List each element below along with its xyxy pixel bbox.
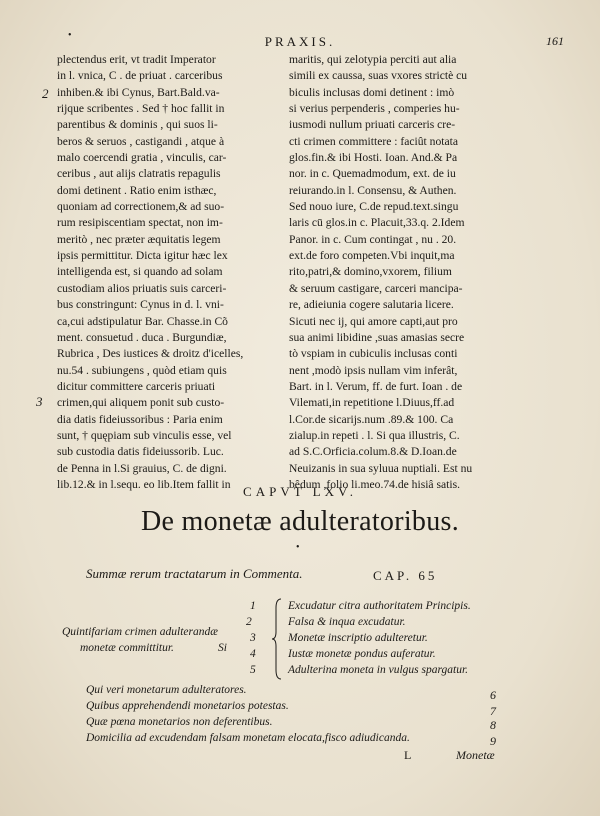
text-line: & seruum castigare, carceri mancipa- <box>289 281 463 295</box>
text-line: nor. in c. Quemadmodum, ext. de iu <box>289 167 456 181</box>
brace-icon <box>272 598 282 680</box>
index-number: 6 <box>490 688 496 702</box>
text-line: Panor. in c. Cum contingat , nu . 20. <box>289 232 457 246</box>
index-entry: Domicilia ad excudendam falsam monetam elocata,fisco adiudicanda. <box>86 732 410 744</box>
summary-item: Iustæ monetæ pondus auferatur. <box>288 648 436 660</box>
text-line: de Penna in l.Si grauius, C. de digni. <box>57 461 227 475</box>
text-line: intelligenda est, si quando ad solam <box>57 265 223 279</box>
index-entry: Qui veri monetarum adulteratores. <box>86 684 247 696</box>
text-line: iusmodi nullum priuati carceris cre- <box>289 118 456 132</box>
summary-lead-line: Si <box>218 642 227 654</box>
text-line: in l. vnica, C . de priuat . carceribus <box>57 69 223 83</box>
text-line: malo coercendi gratia , vinculis, car- <box>57 151 227 165</box>
index-entry: Quibus apprehendendi monetarios potestas. <box>86 700 289 712</box>
text-line: Neuizanis in sua syluua nuptiali. Est nu <box>289 461 473 475</box>
text-line: ipsis permittitur. Dicta igitur hæc lex <box>57 249 228 263</box>
page-number: 161 <box>546 34 564 48</box>
text-line: rito,patri,& domino,vxorem, filium <box>289 265 452 279</box>
text-line: plectendus erit, vt tradit Imperator <box>57 53 216 66</box>
text-line: biculis inclusas domi detinent : imò <box>289 85 455 99</box>
text-line: sua animi libidine ,suas amasias secre <box>289 330 465 344</box>
summary-number: 4 <box>250 648 256 660</box>
summary-item: Monetæ inscriptio adulteretur. <box>288 632 428 644</box>
text-line: quoniam ad correctionem,& ad suo- <box>57 200 225 214</box>
summary-title: Summæ rerum tractatarum in Commenta. <box>86 566 303 581</box>
index-number: 7 <box>490 704 496 718</box>
summary-number: 2 <box>246 616 252 628</box>
text-line: laris cū glos.in c. Placuit,33.q. 2.Idem <box>289 216 465 230</box>
index-number: 9 <box>490 734 496 748</box>
text-line: bêdum ,folio li.meo.74.de hisiâ satis. <box>289 477 460 491</box>
margin-note-3: 3 <box>36 394 43 409</box>
text-line: Rubrica , Des iustices & droitz d'icelles, <box>57 347 244 361</box>
text-line: lib.12.& in l.sequ. eo lib.Item fallit in <box>57 477 231 491</box>
text-line: rijque scribentes . Sed † hoc fallit in <box>57 102 225 116</box>
header-bullet: • <box>68 30 72 41</box>
text-line: ad S.C.Orficia.colum.8.& D.Ioan.de <box>289 445 457 459</box>
summary-number: 1 <box>250 600 256 612</box>
left-column <box>57 52 287 493</box>
text-line: Sicuti nec ij, qui amore capti,aut pro <box>289 314 458 328</box>
text-line: sunt, † quępiam sub vinculis esse, vel <box>57 428 232 442</box>
text-line: tò vspiam in cubiculis inclusas conti <box>289 347 458 361</box>
summary-chapter-ref: CAP. 65 <box>373 568 438 583</box>
text-line: Sed nouo iure, C.de repud.text.singu <box>289 200 459 214</box>
text-line: ca,cui adstipulatur Bar. Chasse.in Cõ <box>57 314 228 328</box>
chapter-title: De monetæ adulteratoribus. <box>140 506 460 537</box>
summary-lead-line: monetæ committitur. <box>80 642 174 654</box>
text-line: beros & seruos , castigandi , atque à <box>57 134 225 148</box>
text-line: sub custodia datis fideiussorib. Luc. <box>57 445 224 459</box>
catchword: Monetæ <box>456 748 495 762</box>
summary-number: 3 <box>250 632 256 644</box>
text-line: si verius perpenderis , comperies hu- <box>289 102 460 116</box>
text-line: domi detinent . Ratio enim isthæc, <box>57 183 217 197</box>
text-line: reiurando.in l. Consensu, & Authen. <box>289 183 457 197</box>
summary-item: Falsa & inqua excudatur. <box>288 616 406 628</box>
text-line: parentibus & dominis , qui suos li- <box>57 118 218 132</box>
margin-note-2: 2 <box>42 86 49 101</box>
text-line: l.Cor.de sicarijs.num .89.& 100. Ca <box>289 412 454 426</box>
text-line: meritò , nec præter æquitatis legem <box>57 232 221 246</box>
text-line: dicitur committere carceris priuati <box>57 379 216 393</box>
text-line: Bart. in l. Verum, ff. de furt. Ioan . de <box>289 379 463 393</box>
signature-mark: L <box>404 748 412 762</box>
text-line: inhiben.& ibi Cynus, Bart.Bald.va- <box>57 85 220 99</box>
text-line: simili ex caussa, suas vxores strictè cu <box>289 69 468 83</box>
running-head: PRAXIS. <box>264 34 336 49</box>
text-line: ext.de foro competen.Vbi inquit,ma <box>289 249 455 263</box>
text-line: zialup.in repeti . l. Si qua illustris, C. <box>289 428 460 442</box>
summary-item: Adulterina moneta in vulgus spargatur. <box>288 664 469 676</box>
text-line: ment. consuetud . duca . Burgundiæ, <box>57 330 227 344</box>
text-line: ceribus , aut alijs clatratis repagulis <box>57 167 221 181</box>
summary-lead-line: Quintifariam crimen adulterandæ <box>62 626 218 638</box>
text-line: crimen,qui aliquem ponit sub custo- <box>57 396 225 410</box>
summary-number: 5 <box>250 664 256 676</box>
text-line: glos.fin.& ibi Hosti. Ioan. And.& Pa <box>289 151 458 165</box>
text-line: maritis, qui zelotypia perciti aut alia <box>289 53 457 66</box>
index-entry: Quæ pœna monetarios non deferentibus. <box>86 716 273 728</box>
right-column <box>289 52 524 493</box>
index-number: 8 <box>490 718 496 732</box>
text-line: rum resipiscentiam spectat, non im- <box>57 216 223 230</box>
text-line: custodiam alios priuatis suis carceri- <box>57 281 227 295</box>
summary-item: Excudatur citra authoritatem Principis. <box>288 600 471 612</box>
text-line: bus constringunt: Cynus in d. l. vni- <box>57 298 224 312</box>
title-ornament: • <box>296 542 300 553</box>
text-line: nent ,modò ipsis nullam vim inferât, <box>289 363 458 377</box>
text-line: nu.54 . subiungens , quòd etiam quis <box>57 363 227 377</box>
text-line: cti crimen committere : faciût notata <box>289 134 459 148</box>
text-line: re, adieiunia cogere salutaria licere. <box>289 298 454 312</box>
text-line: dia datis fideiussoribus : Paria enim <box>57 412 223 426</box>
text-line: Vilemati,in repetitione l.Diuus,ff.ad <box>289 396 455 410</box>
chapter-heading: CAPVT LXV. <box>243 484 357 499</box>
